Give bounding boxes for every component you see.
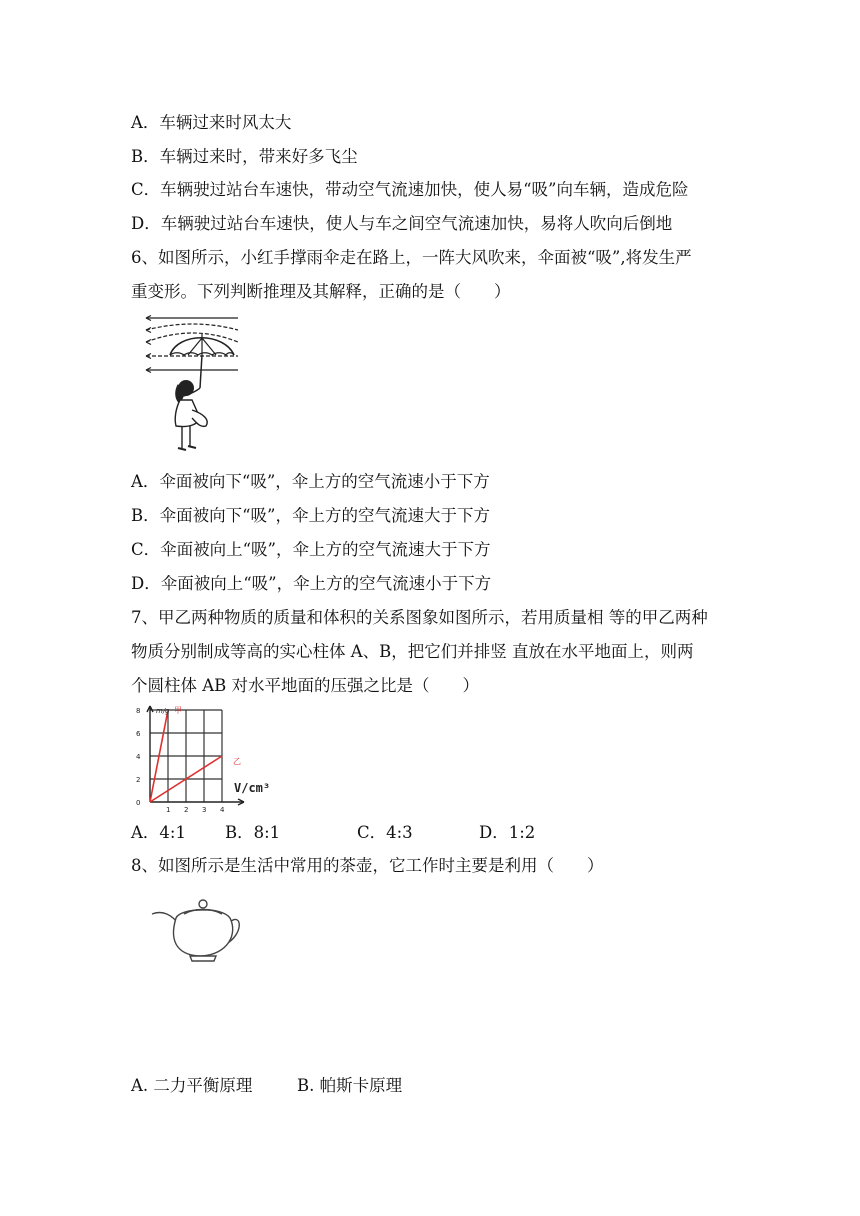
graph-ylabel: m/g — [156, 707, 170, 715]
q7-option-a: A．4:1 — [131, 823, 186, 842]
y-tick-label: 8 — [136, 707, 141, 715]
y-tick-label: 0 — [136, 799, 141, 807]
graph-label-yi: 乙 — [233, 757, 241, 766]
x-tick-label: 3 — [202, 806, 207, 814]
mass-volume-graph — [130, 702, 280, 814]
q6-stem-line1: 6、如图所示，小红手撑雨伞走在路上，一阵大风吹来，伞面被“吸”,将发生严 — [131, 248, 692, 267]
q8-stem: 8、如图所示是生活中常用的茶壶，它工作时主要是利用（ ） — [131, 856, 604, 875]
q6-option-b: B．伞面被向下“吸”，伞上方的空气流速大于下方 — [131, 506, 490, 525]
y-tick-label: 6 — [136, 730, 141, 738]
q5-option-c: C．车辆驶过站台车速快，带动空气流速加快，使人易“吸”向车辆，造成危险 — [131, 180, 689, 199]
q5-option-b: B．车辆过来时，带来好多飞尘 — [131, 147, 358, 166]
q6-option-a: A．伞面被向下“吸”，伞上方的空气流速小于下方 — [131, 472, 490, 491]
x-tick-label: 1 — [166, 806, 171, 814]
q7-option-b: B．8:1 — [225, 823, 281, 842]
graph-xlabel: V/cm³ — [234, 781, 271, 795]
q7-option-d: D．1:2 — [479, 823, 536, 842]
teapot-figure — [150, 894, 246, 964]
q7-options — [131, 823, 731, 843]
q7-stem-line1: 7、甲乙两种物质的质量和体积的关系图象如图所示，若用质量相 等的甲乙两种 — [131, 608, 708, 627]
y-tick-label: 2 — [136, 776, 141, 784]
q5-option-d: D．车辆驶过站台车速快，使人与车之间空气流速加快，易将人吹向后倒地 — [131, 214, 673, 233]
q6-option-d: D．伞面被向上“吸”，伞上方的空气流速小于下方 — [131, 574, 492, 593]
q7-stem-line2: 物质分别制成等高的实心柱体 A、B，把它们并排竖 直放在水平地面上，则两 — [131, 642, 694, 661]
graph-label-jia: 甲 — [174, 706, 182, 715]
x-tick-label: 2 — [184, 806, 189, 814]
y-tick-label: 4 — [136, 753, 141, 761]
q5-option-a: A．车辆过来时风太大 — [131, 113, 292, 132]
x-tick-label: 4 — [220, 806, 225, 814]
q7-stem-line3: 个圆柱体 AB 对水平地面的压强之比是（ ） — [131, 676, 480, 695]
q6-stem-line2: 重变形。下列判断推理及其解释，正确的是（ ） — [131, 282, 511, 301]
q8-option-b: B. 帕斯卡原理 — [297, 1076, 403, 1095]
q8-option-a: A. 二力平衡原理 — [131, 1076, 253, 1095]
q8-options — [131, 1076, 531, 1096]
q7-option-c: C．4:3 — [357, 823, 413, 842]
q6-option-c: C．伞面被向上“吸”，伞上方的空气流速大于下方 — [131, 540, 491, 559]
umbrella-girl-figure — [138, 310, 248, 462]
